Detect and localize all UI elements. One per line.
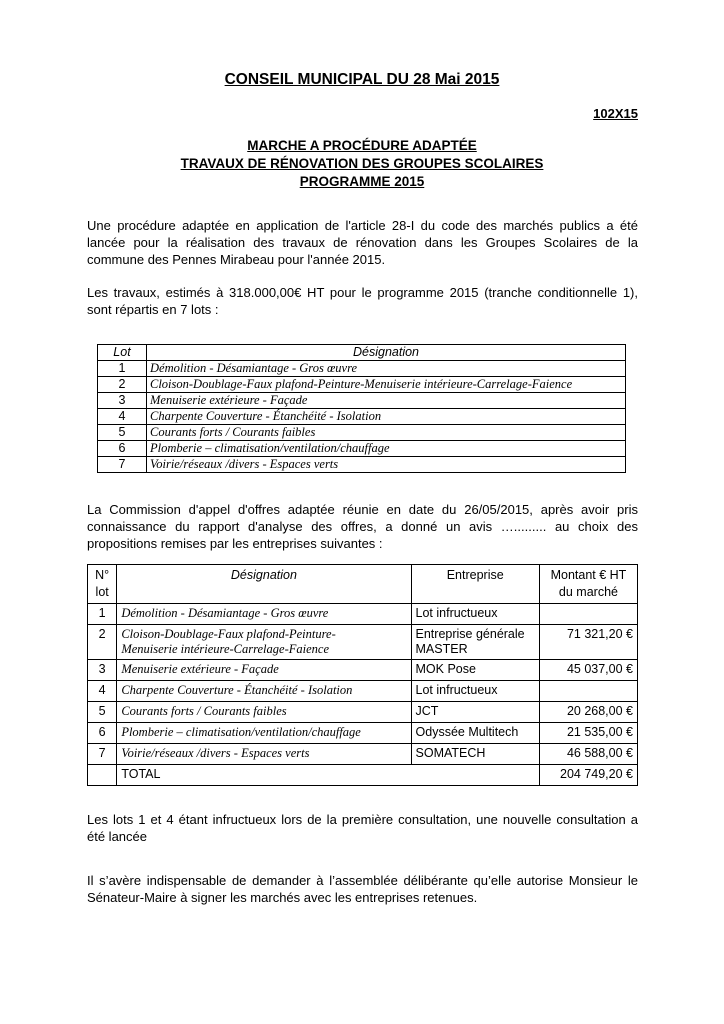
commission-paragraph: La Commission d'appel d'offres adaptée réunie en date du 26/05/2015, après avoir pris connaissance du rapport d'analyse des offres, a donné un avis …......... au choix des propositions remises par les entreprises suivantes : [87,502,638,551]
designation-line: Cloison-Doublage-Faux plafond-Peinture- [121,627,336,641]
lot-entreprise: MOK Pose [411,660,539,681]
lot-entreprise: Odyssée Multitech [411,723,539,744]
lot-designation: Menuiserie extérieure - Façade [147,393,626,409]
table-row [98,377,626,393]
lot-number: 3 [98,393,147,409]
lot-designation: Démolition - Désamiantage - Gros œuvre [117,604,411,625]
table-row [98,457,626,473]
lot-number: 6 [98,441,147,457]
header-line: Montant € HT [550,568,627,582]
lot-number: 3 [88,660,117,681]
lot-number: 1 [98,361,147,377]
lot-number: 4 [98,409,147,425]
header-line: lot [95,585,109,599]
lot-number: 5 [98,425,147,441]
lot-number: 6 [88,723,117,744]
lot-montant: 20 268,00 € [539,702,637,723]
table-header-row [98,345,626,361]
table-row [98,393,626,409]
lot-number: 7 [98,457,147,473]
lot-number: 7 [88,744,117,765]
lot-designation: Charpente Couverture - Étanchéité - Isolation [147,409,626,425]
table-row [88,660,638,681]
lot-entreprise [411,625,539,660]
table-row [88,604,638,625]
total-montant: 204 749,20 € [539,765,637,786]
subtitle-line: MARCHE A PROCÉDURE ADAPTÉE [247,138,477,153]
conclusion-paragraph: Il s’avère indispensable de demander à l’assemblée délibérante qu’elle autorise Monsieur le Sénateur-Maire à signer les marchés avec les entreprises retenues. [87,873,638,905]
lot-montant: 46 588,00 € [539,744,637,765]
lot-designation: Cloison-Doublage-Faux plafond-Peinture-Menuiserie intérieure-Carrelage-Faience [147,377,626,393]
lot-designation: Menuiserie extérieure - Façade [117,660,411,681]
lots-table [97,344,626,473]
reference-number: 102X15 [593,106,638,121]
lot-entreprise: Lot infructueux [411,604,539,625]
lot-number: 5 [88,702,117,723]
table-row [98,409,626,425]
lot-number: 2 [98,377,147,393]
lot-montant [539,681,637,702]
designation-line: Menuiserie intérieure-Carrelage-Faience [121,642,329,656]
entreprise-line: MASTER [415,642,468,656]
lot-designation [117,625,411,660]
lot-montant: 71 321,20 € [539,625,637,660]
total-row [88,765,638,786]
subtitle [0,137,724,191]
subtitle-line: PROGRAMME 2015 [299,174,425,189]
entreprise-header: Entreprise [411,565,539,604]
header-line: du marché [558,585,618,599]
results-table [87,564,638,786]
lot-number: 1 [88,604,117,625]
lot-entreprise: Lot infructueux [411,681,539,702]
designation-header: Désignation [147,345,626,361]
table-row [88,681,638,702]
lot-designation: Charpente Couverture - Étanchéité - Isolation [117,681,411,702]
lot-designation: Démolition - Désamiantage - Gros œuvre [147,361,626,377]
montant-header [539,565,637,604]
lot-number: 2 [88,625,117,660]
lot-designation: Voirie/réseaux /divers - Espaces verts [147,457,626,473]
lot-designation: Plomberie – climatisation/ventilation/chauffage [117,723,411,744]
table-row [88,625,638,660]
table-row [98,361,626,377]
lot-header: Lot [98,345,147,361]
infructueux-paragraph: Les lots 1 et 4 étant infructueux lors de la première consultation, une nouvelle consultation a été lancée [87,812,638,844]
intro-paragraph: Une procédure adaptée en application de l'article 28-I du code des marchés publics a été lancée pour la réalisation des travaux de rénovation dans les Groupes Scolaires de la commune des Pennes Mirabeau pour l'année 2015. [87,218,638,267]
total-label: TOTAL [117,765,540,786]
table-row [98,441,626,457]
page-title: CONSEIL MUNICIPAL DU 28 Mai 2015 [224,71,500,88]
lot-designation: Voirie/réseaux /divers - Espaces verts [117,744,411,765]
lot-entreprise: SOMATECH [411,744,539,765]
estimate-paragraph: Les travaux, estimés à 318.000,00€ HT pour le programme 2015 (tranche conditionnelle 1), sont répartis en 7 lots : [87,285,638,317]
lot-designation: Courants forts / Courants faibles [147,425,626,441]
table-row [88,702,638,723]
lot-designation: Courants forts / Courants faibles [117,702,411,723]
table-row [98,425,626,441]
table-row [88,744,638,765]
designation-header: Désignation [117,565,411,604]
table-header-row [88,565,638,604]
table-row [88,723,638,744]
lot-entreprise: JCT [411,702,539,723]
lot-montant: 45 037,00 € [539,660,637,681]
header-line: N° [95,568,110,582]
total-spacer [88,765,117,786]
lot-number: 4 [88,681,117,702]
lot-designation: Plomberie – climatisation/ventilation/chauffage [147,441,626,457]
subtitle-line: TRAVAUX DE RÉNOVATION DES GROUPES SCOLAIRES [180,156,544,171]
lot-montant [539,604,637,625]
lot-montant: 21 535,00 € [539,723,637,744]
lot-number-header [88,565,117,604]
entreprise-line: Entreprise générale [415,627,525,641]
